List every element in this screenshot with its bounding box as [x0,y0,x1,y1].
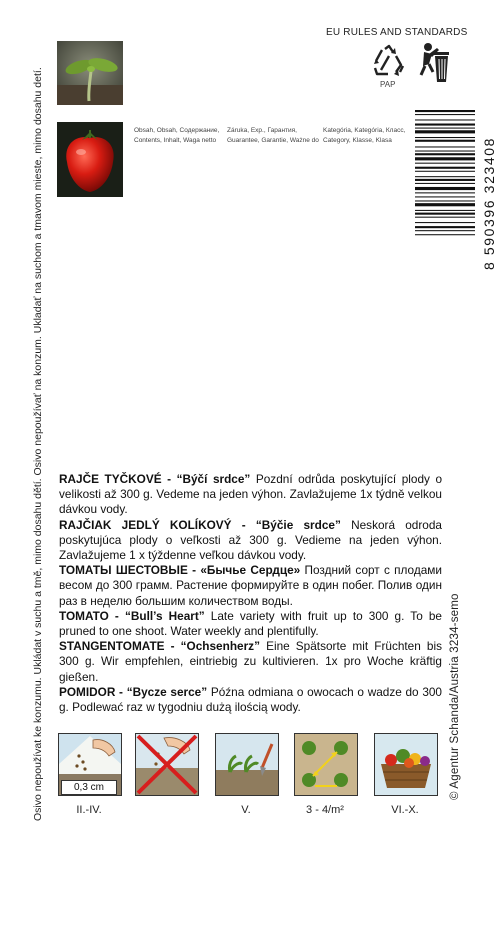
planting-icon [216,734,278,795]
pap-label: PAP [380,80,396,89]
no-direct-sowing-tile [135,733,199,796]
spacing-icon [295,734,357,795]
barcode-number: 8 590396 323408 [481,137,497,270]
variety-descriptions [59,472,442,715]
harvest-period: VI.-X. [391,804,419,816]
planting-period: V. [241,804,251,816]
description-ru: ТОМАТЫ ШЕСТОВЫЕ - «Бычье Сердце» Поздний сорт с плодами весом до 300 грамм. Растение формируйте в один побег. Полив один раз в неделю большим количеством воды. [59,563,443,608]
storage-instructions: Osivo nepoužívat ke konzumu. Ukládat v suchu a tmě, mimo dosahu dětí. Osivo nepoužívať na konzum. Ukladať na suchom a tmavom mieste, mimo dosahu detí. [32,67,44,821]
sowing-period: II.-IV. [76,804,102,816]
sowing-tile [58,733,122,796]
description-en: TOMATO - “Bull’s Heart” Late variety with fruit up to 300 g. To be pruned to one shoot. Water weekly and plentifully. [59,608,442,639]
recycle-icon [372,44,406,78]
plant-spacing: 3 - 4/m² [306,804,344,816]
description-de: STANGENTOMATE - “Ochsenherz” Eine Spätsorte mit Früchten bis 300 g. Wir empfehlen, eintriebig zu kultivieren. 1x pro Woche kräftig gießen. [59,639,442,684]
copyright-text: © Agentur Schanda/Austria 3234-semo [449,593,461,800]
spacing-tile [294,733,358,796]
guarantee-label: Záruka, Exp., Гарантия, Guarantee, Garantie, Ważne do [227,127,319,144]
harvest-basket-icon [375,734,437,795]
seedling-photo [57,41,123,105]
sowing-depth: 0,3 cm [61,780,117,795]
harvest-tile [374,733,438,796]
eu-rules-title: EU RULES AND STANDARDS [326,27,468,38]
description-sk: RAJČIAK JEDLÝ KOLÍKOVÝ - “Býčie srdce” Neskorá odroda poskytujúca plody o veľkosti až 300 g. Vedieme na jeden výhon. Zavlažujeme 1 x týždenne veľkou dávkou vody. [59,517,442,563]
contents-label: Obsah, Obsah, Содержание, Contents, Inhalt, Waga netto [134,127,220,144]
no-direct-sowing-icon [136,734,198,795]
tidyman-bin-icon [415,42,451,86]
tomato-photo [57,122,123,197]
description-pl: POMIDOR - “Bycze serce” Późna odmiana o owocach o wadze do 300 g. Podlewać raz w tygodniu dużą ilością wody. [59,684,442,715]
barcode [415,110,475,270]
description-cz: RAJČE TYČKOVÉ - “Býčí srdce” Pozdní odrůda poskytující plody o velikosti až 300 g. Vedeme na jeden výhon. Zavlažujeme 1x týdně velkou dávkou vody. [59,472,443,517]
planting-tile [215,733,279,796]
category-label: Kategória, Kategória, Класс, Category, Klasse, Klasa [323,127,406,144]
